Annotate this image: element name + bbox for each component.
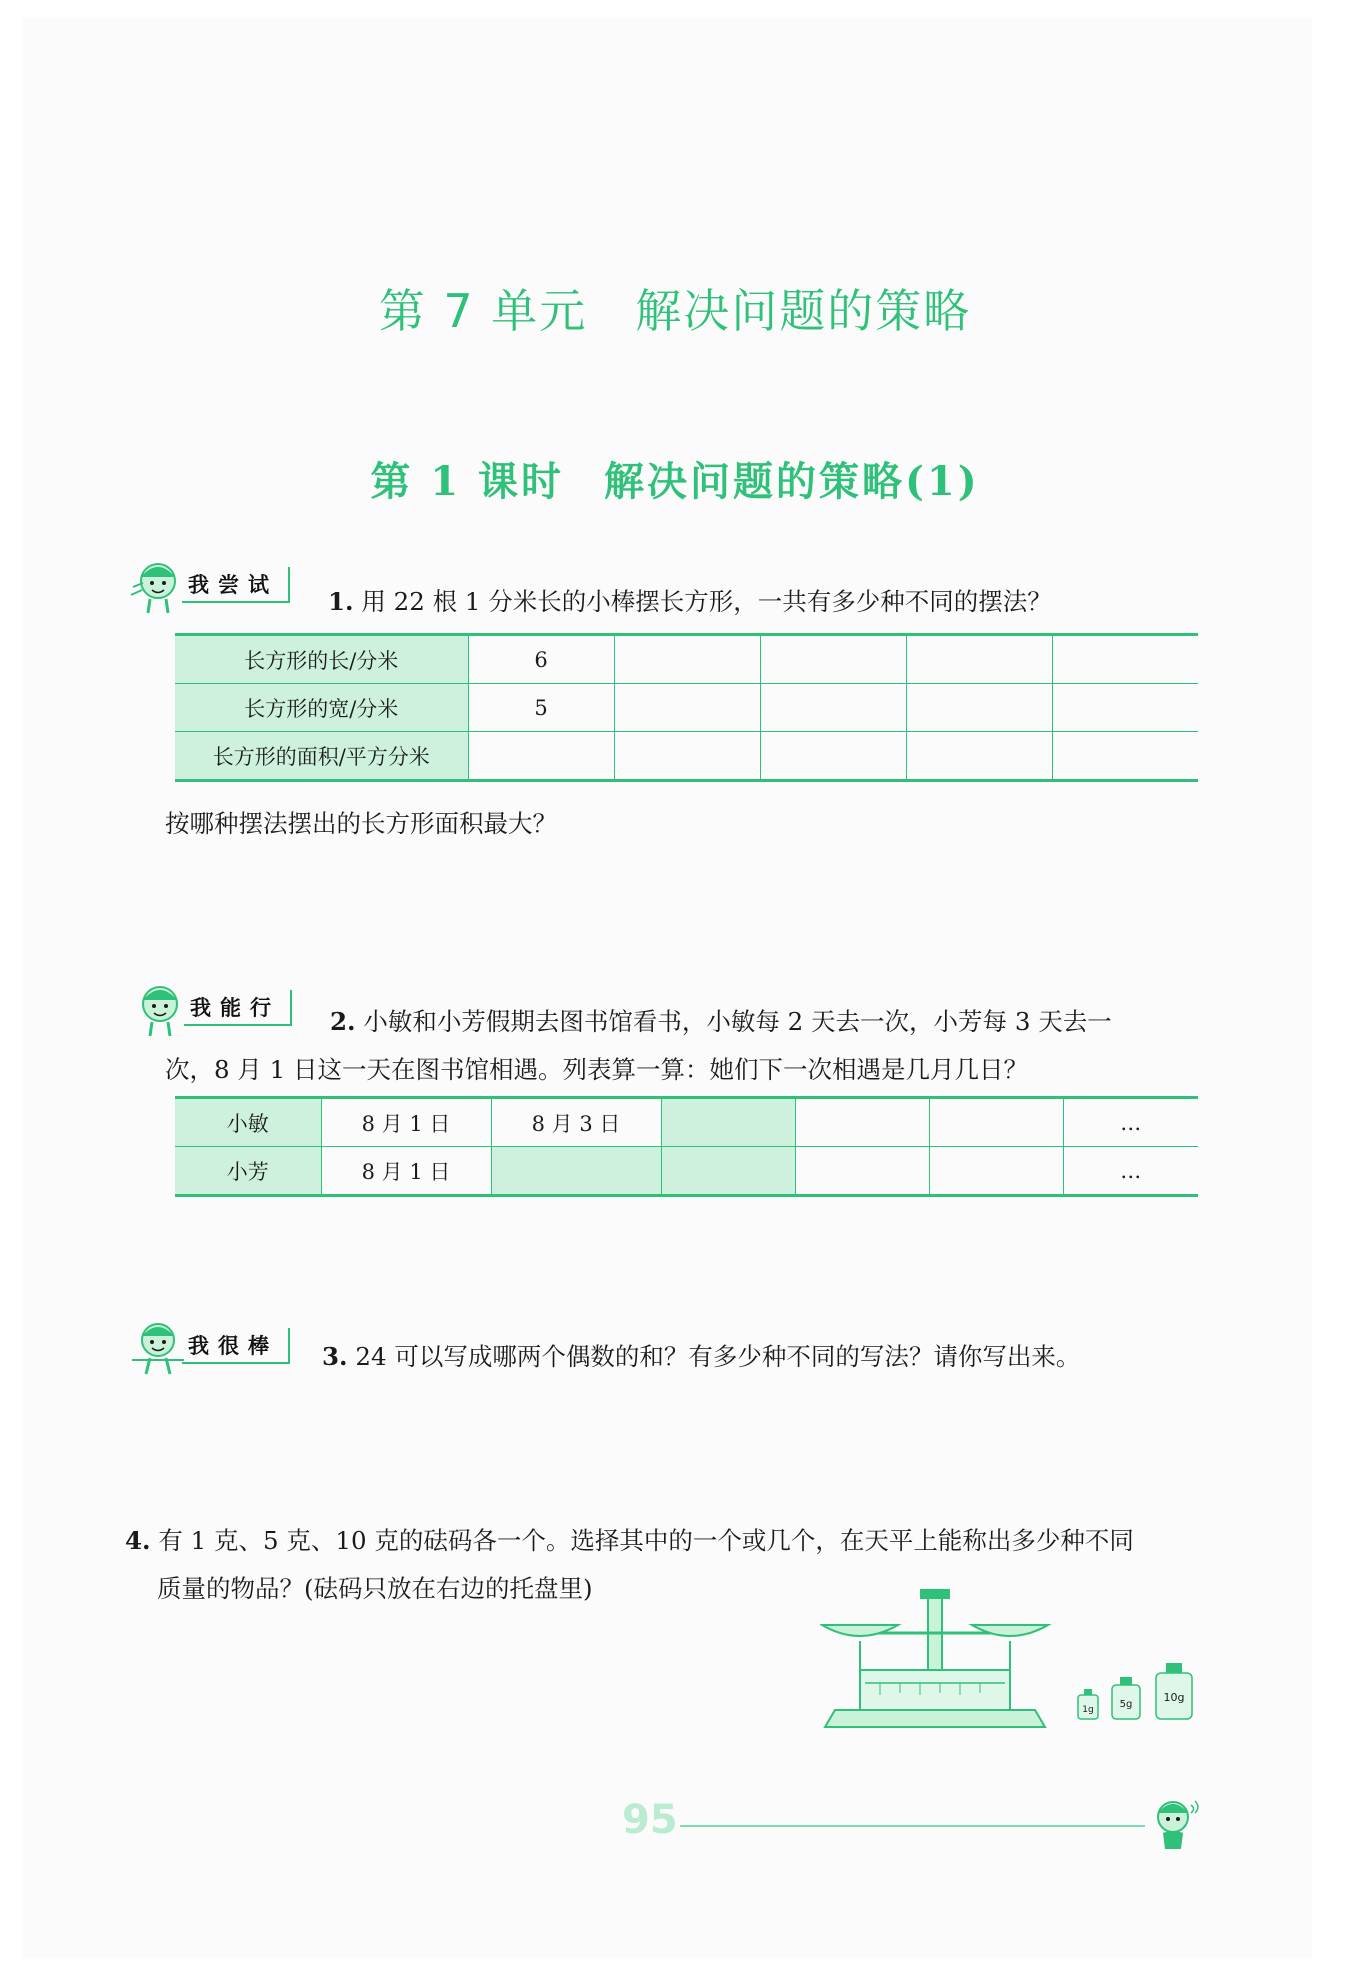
question-4 xyxy=(125,1517,1134,1565)
table-cell: 5 xyxy=(468,684,614,732)
table-cell xyxy=(491,1147,661,1196)
weight-label: 5g xyxy=(1119,1699,1133,1710)
badge-wo-nengxing xyxy=(130,978,292,1038)
weight-5g-icon xyxy=(1112,1677,1140,1719)
row-label: 长方形的宽/分米 xyxy=(175,684,468,732)
table-cell xyxy=(661,1147,795,1196)
table-cell: 6 xyxy=(468,635,614,684)
weight-10g-icon xyxy=(1156,1663,1192,1719)
table-cell: 8 月 3 日 xyxy=(491,1098,661,1147)
table-cell xyxy=(795,1098,929,1147)
table-row xyxy=(175,1147,1198,1196)
table-row xyxy=(175,1098,1198,1147)
weight-1g-icon xyxy=(1078,1689,1098,1719)
question-4-line2: 质量的物品？(砝码只放在右边的托盘里) xyxy=(157,1574,593,1603)
question-text: 小敏和小芳假期去图书馆看书，小敏每 2 天去一次，小芳每 3 天去一 xyxy=(363,1007,1112,1036)
question-number: 2. xyxy=(330,1007,356,1036)
badge-label: 我尝试 xyxy=(182,567,290,603)
girl-mascot-icon xyxy=(128,1316,188,1376)
table-cell xyxy=(1052,732,1198,781)
table-cell: … xyxy=(1063,1147,1198,1196)
boy-mascot-icon xyxy=(1145,1795,1205,1855)
question-3 xyxy=(322,1333,1080,1381)
question-text: 有 1 克、5 克、10 克的砝码各一个。选择其中的一个或几个，在天平上能称出多少种不同 xyxy=(158,1526,1134,1555)
question-number: 3. xyxy=(322,1342,348,1371)
table-cell: … xyxy=(1063,1098,1198,1147)
question-2-line2: 次，8 月 1 日这一天在图书馆相遇。列表算一算：她们下一次相遇是几月几日？ xyxy=(165,1055,1029,1084)
page-number: 95 xyxy=(622,1797,678,1843)
question-number: 4. xyxy=(125,1526,151,1555)
row-label: 小敏 xyxy=(175,1098,321,1147)
footer-rule xyxy=(680,1825,1145,1827)
table-cell xyxy=(929,1098,1063,1147)
table-cell xyxy=(795,1147,929,1196)
balance-scale-icon xyxy=(822,1589,1048,1727)
unit-number: 第 7 单元 xyxy=(378,284,588,338)
table-cell: 8 月 1 日 xyxy=(321,1147,491,1196)
lesson-name: 解决问题的策略(1) xyxy=(604,458,980,505)
rectangle-table xyxy=(175,633,1198,782)
question-text: 24 可以写成哪两个偶数的和？有多少种不同的写法？请你写出来。 xyxy=(355,1342,1081,1371)
question-1 xyxy=(328,578,1052,626)
table-cell xyxy=(906,635,1052,684)
row-label: 小芳 xyxy=(175,1147,321,1196)
weight-label: 10g xyxy=(1163,1691,1185,1704)
unit-title xyxy=(0,275,1350,341)
question-2 xyxy=(330,998,1210,1046)
table-cell xyxy=(468,732,614,781)
table-cell xyxy=(661,1098,795,1147)
table-cell xyxy=(760,732,906,781)
table-cell xyxy=(1052,635,1198,684)
question-text: 用 22 根 1 分米长的小棒摆长方形，一共有多少种不同的摆法？ xyxy=(361,587,1052,616)
table-cell xyxy=(614,635,760,684)
table-cell xyxy=(760,684,906,732)
table-row xyxy=(175,635,1198,684)
question-number: 1. xyxy=(328,587,354,616)
table-cell xyxy=(614,732,760,781)
table-cell xyxy=(760,635,906,684)
lesson-title xyxy=(0,450,1350,507)
table-row xyxy=(175,732,1198,781)
table-cell xyxy=(1052,684,1198,732)
lesson-number: 第 1 课时 xyxy=(370,458,564,505)
badge-wo-henbang xyxy=(128,1316,290,1376)
girl-mascot-icon xyxy=(130,978,190,1038)
table-cell xyxy=(614,684,760,732)
table-row xyxy=(175,684,1198,732)
balance-scale-illustration xyxy=(820,1585,1210,1735)
badge-label: 我能行 xyxy=(184,990,292,1026)
unit-name: 解决问题的策略 xyxy=(635,284,972,338)
badge-wo-changshi xyxy=(128,555,290,615)
row-label: 长方形的面积/平方分米 xyxy=(175,732,468,781)
weight-label: 1g xyxy=(1082,1705,1094,1715)
library-table xyxy=(175,1096,1198,1197)
table-cell xyxy=(929,1147,1063,1196)
question-1-followup: 按哪种摆法摆出的长方形面积最大？ xyxy=(165,809,557,838)
badge-label: 我很棒 xyxy=(182,1328,290,1364)
table-cell xyxy=(906,684,1052,732)
table-cell: 8 月 1 日 xyxy=(321,1098,491,1147)
table-cell xyxy=(906,732,1052,781)
girl-mascot-icon xyxy=(128,555,188,615)
row-label: 长方形的长/分米 xyxy=(175,635,468,684)
